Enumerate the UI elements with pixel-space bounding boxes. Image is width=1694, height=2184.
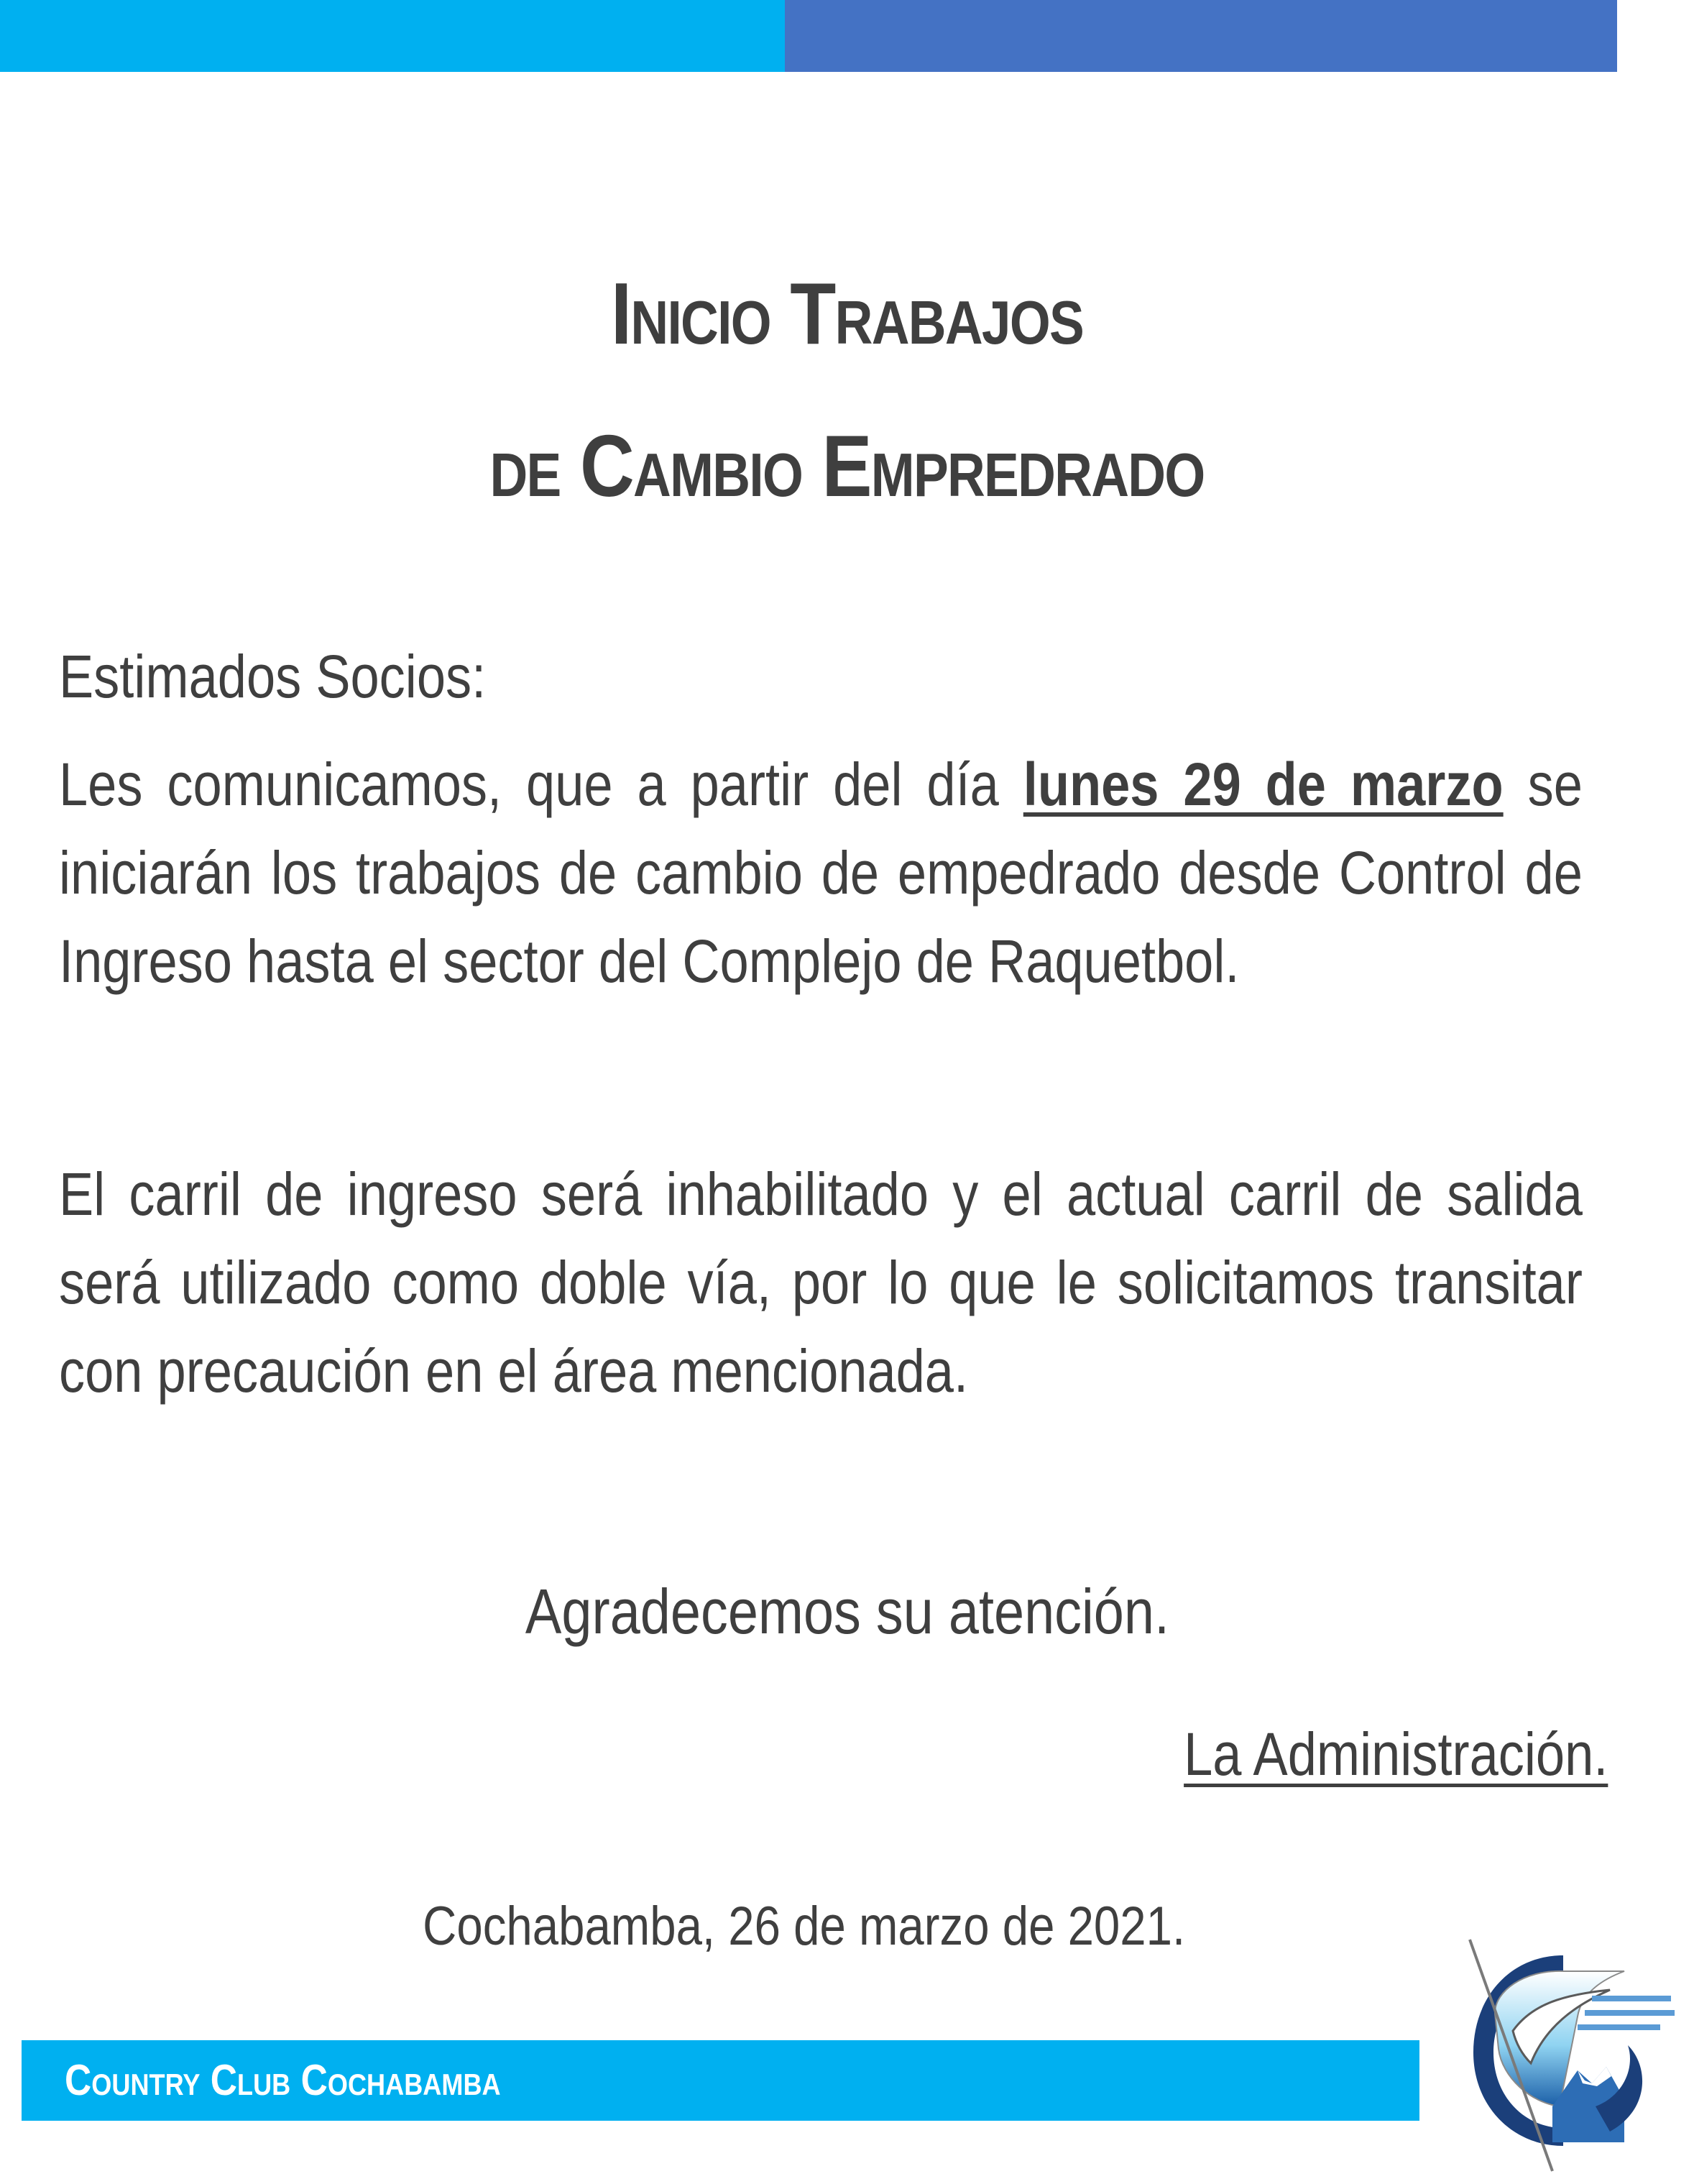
paragraph-announcement — [59, 740, 1583, 1006]
top-bar-blue — [785, 0, 1617, 72]
signature: La Administración. — [1183, 1720, 1608, 1788]
page-title — [119, 237, 1575, 542]
paragraph-announcement-end: se iniciarán los trabajos de cambio de empedrado desde Control de Ingreso hasta el sector del Complejo de Raquetbol. — [59, 751, 1583, 995]
date-line — [0, 1887, 1694, 1966]
top-bar-cyan — [0, 0, 785, 72]
paragraph-announcement-start: Les comunicamos, que a partir del día — [59, 751, 1023, 818]
date-text: Cochabamba, 26 de marzo de 2021. — [422, 1896, 1185, 1957]
paragraph-traffic-notice: El carril de ingreso será inhabilitado y el actual carril de salida será utilizado como doble vía, por lo que le solicitamos transitar con precaución en el área mencionada. — [59, 1160, 1583, 1405]
thanks-text: Agradecemos su atención. — [525, 1576, 1169, 1647]
thanks-line — [0, 1569, 1694, 1655]
greeting: Estimados Socios: — [59, 643, 487, 710]
footer-bar — [22, 2040, 1419, 2121]
club-emblem-icon — [1445, 1927, 1682, 2184]
start-date-highlight: lunes 29 de marzo — [1023, 751, 1504, 818]
footer-club-name: Country Club Cochabamba — [65, 2056, 501, 2104]
title-line-2: de Cambio Empredrado — [489, 417, 1205, 515]
title-line-1: Inicio Trabajos — [610, 265, 1084, 362]
